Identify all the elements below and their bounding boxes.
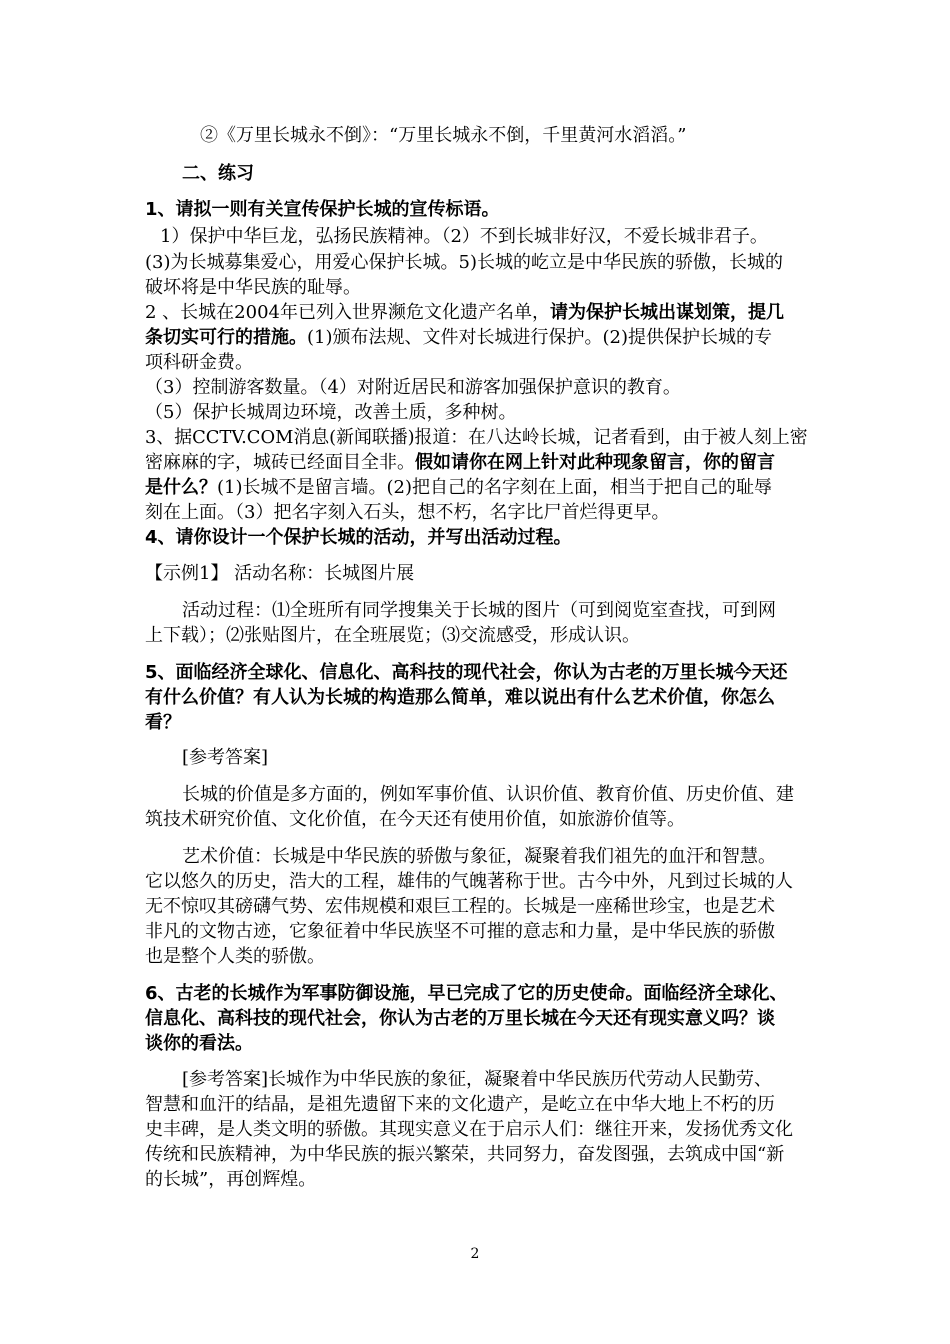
- answer-line: 传统和民族精神，为中华民族的振兴繁荣，共同努力，奋发图强，去筑成中国“新: [145, 1144, 785, 1165]
- example-title: 【示例1】 活动名称：长城图片展: [145, 563, 415, 584]
- answer-line: 刻在上面。（3）把名字刻入石头，想不朽，名字比尸首烂得更早。: [145, 502, 670, 523]
- answer-line: 项科研金费。: [145, 352, 253, 373]
- section-heading: 二、练习: [182, 163, 254, 184]
- quote-line: ②《万里长城永不倒》：“万里长城永不倒，千里黄河水滔滔。”: [200, 125, 687, 146]
- question-3-cont: 密麻麻的字，城砖已经面目全非。假如请你在网上针对此种现象留言，你的留言: [145, 452, 775, 473]
- question-1: 1、请拟一则有关宣传保护长城的宣传标语。: [145, 199, 500, 220]
- question-3-cont: 是什么？(1)长城不是留言墙。(2)把自己的名字刻在上面，相当于把自己的耻辱: [145, 477, 772, 498]
- answer-line: [参考答案]长城作为中华民族的象征，凝聚着中华民族历代劳动人民勤劳、: [182, 1069, 773, 1090]
- question-6-cont: 信息化、高科技的现代社会，你认为古老的万里长城在今天还有现实意义吗？谈: [145, 1008, 775, 1029]
- page-number: 2: [470, 1246, 480, 1262]
- question-5-cont: 看？: [145, 712, 181, 733]
- answer-line: 活动过程：⑴全班所有同学搜集关于长城的图片（可到阅览室查找，可到网: [182, 600, 776, 621]
- answer-line: 长城的价值是多方面的，例如军事价值、认识价值、教育价值、历史价值、建: [182, 784, 794, 805]
- question-2-cont: 条切实可行的措施。(1)颁布法规、文件对长城进行保护。(2)提供保护长城的专: [145, 327, 772, 348]
- question-6-cont: 谈你的看法。: [145, 1033, 253, 1054]
- answer-line: (3)为长城募集爱心，用爱心保护长城。5)长城的屹立是中华民族的骄傲，长城的: [145, 252, 783, 273]
- question-6: 6、古老的长城作为军事防御设施，早已完成了它的历史使命。面临经济全球化、: [145, 983, 788, 1004]
- question-5-cont: 有什么价值？有人认为长城的构造那么简单，难以说出有什么艺术价值，你怎么: [145, 687, 775, 708]
- answer-line: 破坏将是中华民族的耻辱。: [145, 277, 361, 298]
- answer-line: 非凡的文物古迹，它象征着中华民族坚不可摧的意志和力量，是中华民族的骄傲: [145, 921, 775, 942]
- answer-line: （5）保护长城周边环境，改善土质，多种树。: [145, 402, 517, 423]
- answer-line: 也是整个人类的骄傲。: [145, 946, 325, 967]
- answer-line: 上下载）；⑵张贴图片，在全班展览；⑶交流感受，形成认识。: [145, 625, 640, 646]
- answer-line: 筑技术研究价值、文化价值，在今天还有使用价值，如旅游价值等。: [145, 809, 685, 830]
- answer-line: （3）控制游客数量。（4）对附近居民和游客加强保护意识的教育。: [145, 377, 681, 398]
- answer-line: 史丰碑，是人类文明的骄傲。其现实意义在于启示人们：继往开来，发扬优秀文化: [145, 1119, 793, 1140]
- question-3: 3、据CCTV.COM消息(新闻联播)报道：在八达岭长城，记者看到，由于被人刻上密: [145, 427, 808, 448]
- answer-line: 艺术价值：长城是中华民族的骄傲与象征，凝聚着我们祖先的血汗和智慧。: [182, 846, 776, 867]
- answer-line: 无不惊叹其磅礴气势、宏伟规模和艰巨工程的。长城是一座稀世珍宝，也是艺术: [145, 896, 775, 917]
- question-5: 5、面临经济全球化、信息化、高科技的现代社会，你认为古老的万里长城今天还: [145, 662, 788, 683]
- answer-line: 1）保护中华巨龙，弘扬民族精神。（2）不到长城非好汉，不爱长城非君子。: [160, 226, 768, 247]
- answer-line: 智慧和血汗的结晶，是祖先遗留下来的文化遗产，是屹立在中华大地上不朽的历: [145, 1094, 775, 1115]
- question-2: 2 、长城在2004年已列入世界濒危文化遗产名单，请为保护长城出谋划策，提几: [145, 302, 784, 323]
- answer-line: 它以悠久的历史，浩大的工程，雄伟的气魄著称于世。古今中外，凡到过长城的人: [145, 871, 793, 892]
- question-4: 4、请你设计一个保护长城的活动，并写出活动过程。: [145, 527, 572, 548]
- reference-answer-label: [参考答案]: [182, 747, 269, 768]
- answer-line: 的长城”，再创辉煌。: [145, 1169, 317, 1190]
